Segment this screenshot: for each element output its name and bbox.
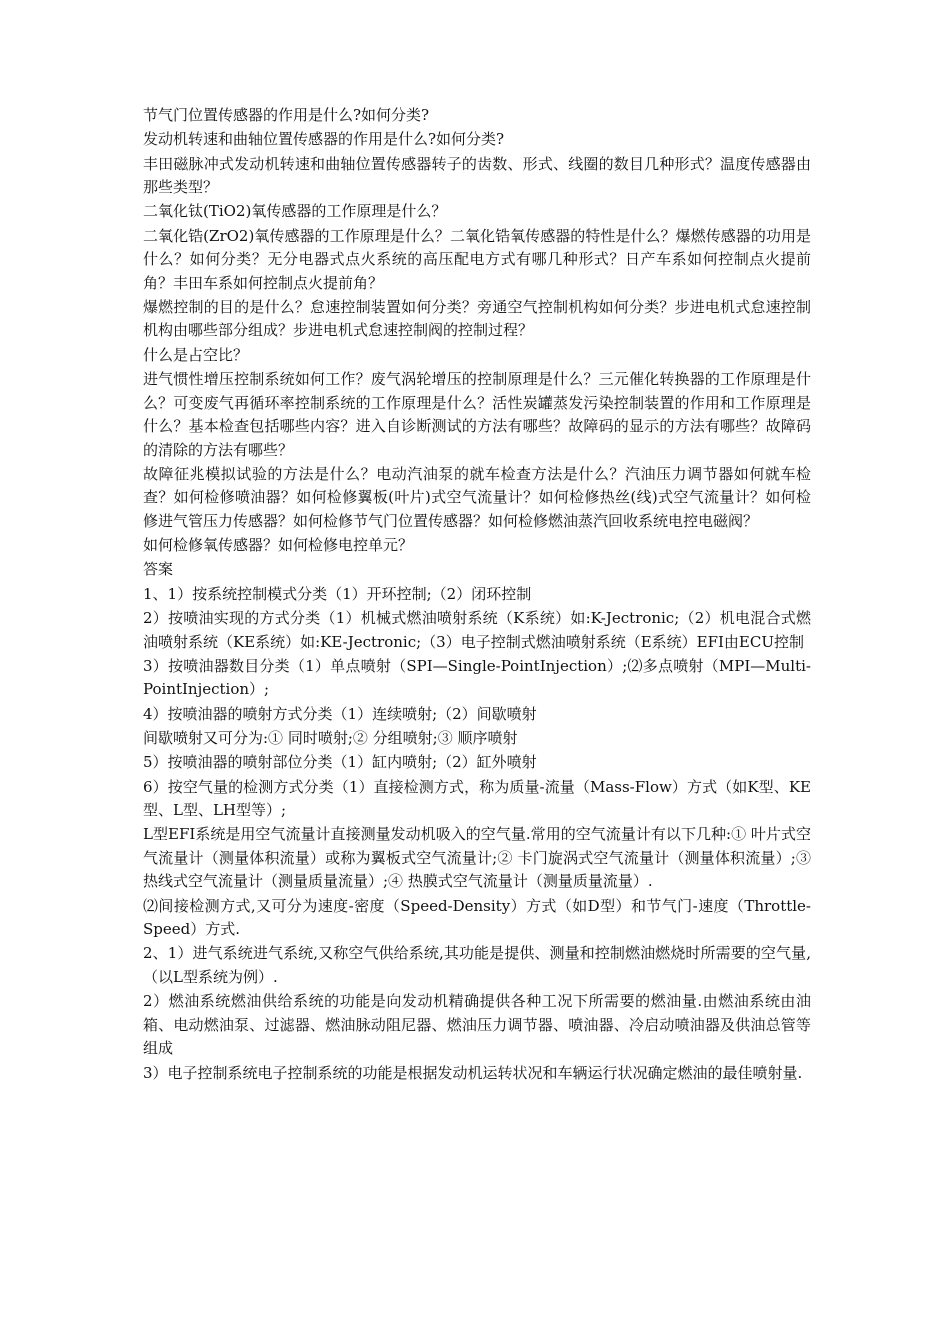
- question-o2-ecu: 如何检修氧传感器？如何检修电控单元？: [143, 536, 414, 555]
- question-toyota-sensor: 丰田磁脉冲式发动机转速和曲轴位置传感器转子的齿数、形式、线圈的数目几种形式？温度传感器由那些类型？: [143, 154, 811, 197]
- answer-1-3: 3）按喷油器数目分类（1）单点喷射（SPI—Single-PointInjection）;⑵多点喷射（MPI—Multi-PointInjection）;: [143, 656, 811, 699]
- question-knock-control: 爆燃控制的目的是什么？怠速控制装置如何分类？旁通空气控制机构如何分类？步进电机式怠速控制机构由哪些部分组成？步进电机式怠速控制阀的控制过程？: [143, 297, 811, 340]
- question-duty-cycle: 什么是占空比？: [143, 345, 249, 364]
- answer-1-4-detail: 间歇喷射又可分为:① 同时喷射;② 分组喷射;③ 顺序喷射: [143, 728, 518, 747]
- question-throttle-sensor: 节气门位置传感器的作用是什么?如何分类?: [143, 106, 430, 124]
- document-body: [143, 104, 811, 1086]
- answer-heading: 答案: [143, 560, 174, 579]
- answer-1-4: 4）按喷油器的喷射方式分类（1）连续喷射;（2）间歇喷射: [143, 704, 537, 723]
- answer-indirect-detection: ⑵间接检测方式,又可分为速度-密度（Speed-Density）方式（如D型）和节气门-速度（Throttle-Speed）方式.: [143, 896, 811, 939]
- answer-1-5: 5）按喷油器的喷射部位分类（1）缸内喷射;（2）缸外喷射: [143, 753, 537, 772]
- question-intake-boost: 进气惯性增压控制系统如何工作？废气涡轮增压的控制原理是什么？三元催化转换器的工作原理是什么？可变废气再循环率控制系统的工作原理是什么？活性炭罐蒸发污染控制装置的作用和工作原理是什么？基本检查包括哪些内容？进入自诊断测试的方法有哪些？故障码的显示的方法有哪些？故障码的清除的方法有哪些？: [143, 370, 811, 459]
- answer-l-type-efi: L型EFI系统是用空气流量计直接测量发动机吸入的空气量.常用的空气流量计有以下几种:① 叶片式空气流量计（测量体积流量）或称为翼板式空气流量计;② 卡门旋涡式空气流量计（测量体积流量）;③ 热线式空气流量计（测量质量流量）;④ 热膜式空气流量计（测量质量流量）.: [143, 825, 811, 891]
- answer-1-6: 6）按空气量的检测方式分类（1）直接检测方式，称为质量-流量（Mass-Flow）方式（如K型、KE型、L型、LH型等）;: [143, 777, 811, 820]
- question-zro2-sensor: 二氧化锆(ZrO2)氧传感器的工作原理是什么？二氧化锆氧传感器的特性是什么？爆燃传感器的功用是什么？如何分类？无分电器式点火系统的高压配电方式有哪几种形式？日产车系如何控制点火提前角？丰田车系如何控制点火提前角？: [143, 226, 811, 292]
- answer-2-2: 2）燃油系统燃油供给系统的功能是向发动机精确提供各种工况下所需要的燃油量.由燃油系统由油箱、电动燃油泵、过滤器、燃油脉动阻尼器、燃油压力调节器、喷油器、冷启动喷油器及供油总管等组成: [143, 992, 811, 1058]
- question-fault-simulation: 故障征兆模拟试验的方法是什么？电动汽油泵的就车检查方法是什么？汽油压力调节器如何就车检查？如何检修喷油器？如何检修翼板(叶片)式空气流量计？如何检修热丝(线)式空气流量计？如何检修进气管压力传感器？如何检修节气门位置传感器？如何检修燃油蒸汽回收系统电控电磁阀？: [143, 464, 811, 530]
- answer-2-3: 3）电子控制系统电子控制系统的功能是根据发动机运转状况和车辆运行状况确定燃油的最佳喷射量.: [143, 1063, 803, 1082]
- answer-1-1: 1、1）按系统控制模式分类（1）开环控制;（2）闭环控制: [143, 584, 532, 603]
- question-crank-sensor: 发动机转速和曲轴位置传感器的作用是什么?如何分类?: [143, 130, 505, 149]
- question-tio2-sensor: 二氧化钛(TiO2)氧传感器的工作原理是什么？: [143, 202, 447, 221]
- answer-1-2: 2）按喷油实现的方式分类（1）机械式燃油喷射系统（K系统）如:K-Jectronic;（2）机电混合式燃油喷射系统（KE系统）如:KE-Jectronic;（3）电子控制式燃油喷射系统（E系统）EFI由ECU控制: [143, 609, 811, 651]
- answer-2-1: 2、1）进气系统进气系统,又称空气供给系统,其功能是提供、测量和控制燃油燃烧时所需要的空气量,（以L型系统为例）.: [143, 944, 811, 986]
